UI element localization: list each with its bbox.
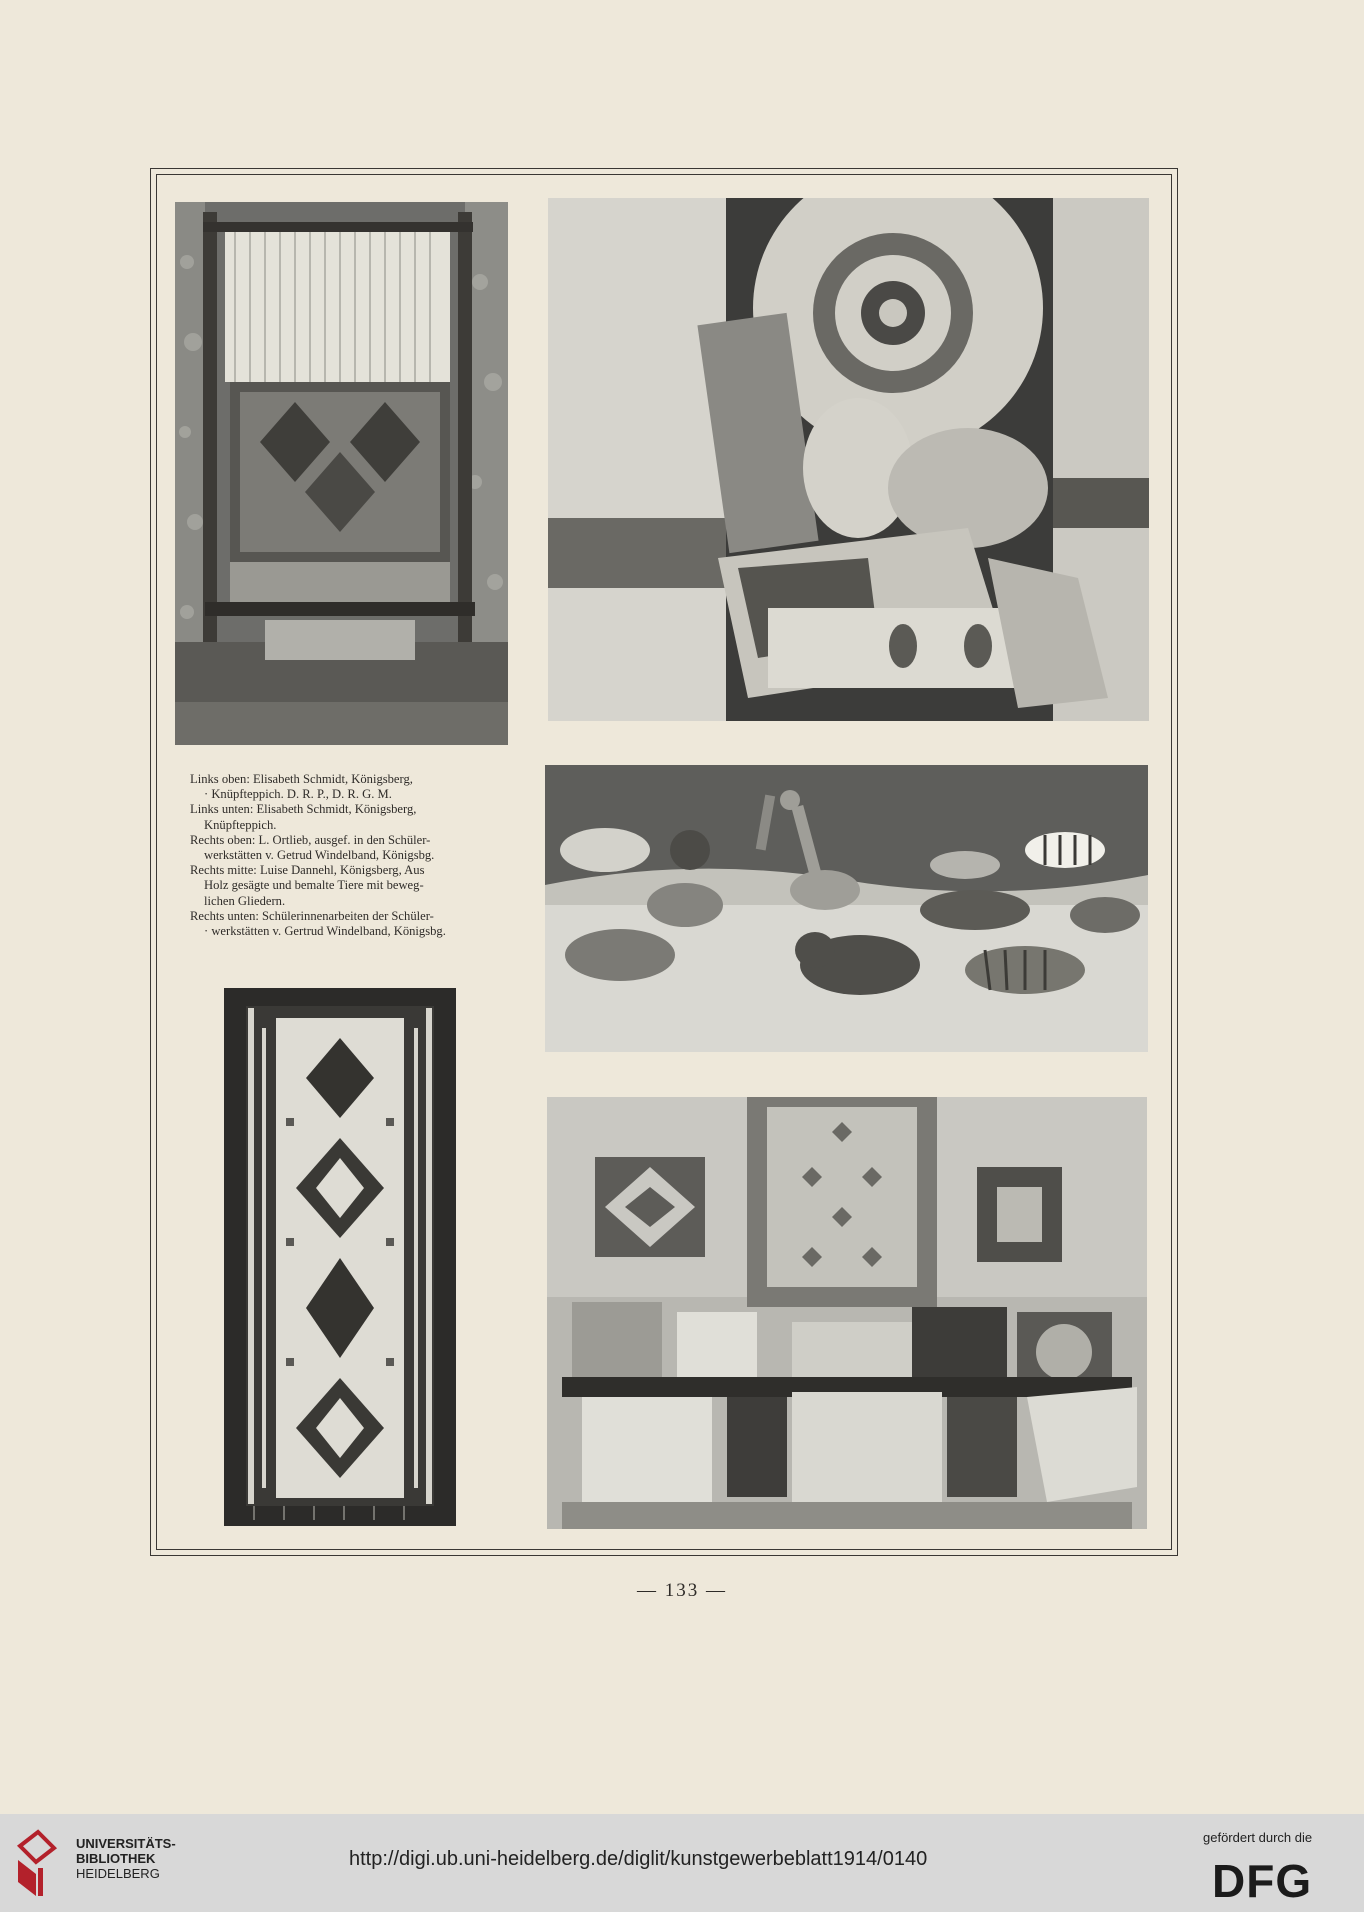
university-library-logo-icon[interactable] [14, 1828, 70, 1898]
caption-line: Rechts oben: L. Ortlieb, ausgef. in den Schüler- [190, 832, 431, 847]
caption-line: Rechts unten: Schülerinnenarbeiten der Schüler- [190, 908, 434, 923]
photo-knotted-rug [224, 988, 456, 1526]
dfg-logo[interactable]: DFG [1212, 1855, 1313, 1907]
photo-loom-knotted-carpet [175, 202, 508, 745]
university-library-name[interactable] [76, 1836, 176, 1881]
library-name-line: BIBLIOTHEK [76, 1851, 156, 1866]
page-number: — 133 — [637, 1580, 727, 1601]
caption-line: lichen Gliedern. [204, 893, 286, 908]
library-name-line: UNIVERSITÄTS- [76, 1836, 176, 1851]
photo-embroidered-textiles [548, 198, 1149, 721]
permalink-url[interactable]: http://digi.ub.uni-heidelberg.de/diglit/kunstgewerbeblatt1914/0140 [349, 1848, 928, 1870]
viewer-footer [0, 1814, 1364, 1912]
caption-line: Rechts mitte: Luise Dannehl, Königsberg, Aus [190, 863, 425, 878]
caption-line: werkstätten v. Getrud Windelband, Königsbg. [204, 848, 435, 863]
caption-line: · werkstätten v. Gertrud Windelband, Königsbg. [204, 924, 446, 939]
caption-line: Holz gesägte und bemalte Tiere mit beweg- [204, 878, 424, 893]
photo-captions [190, 772, 520, 939]
library-name-line: HEIDELBERG [76, 1866, 160, 1881]
photo-wooden-animals [545, 765, 1148, 1052]
caption-line: · Knüpfteppich. D. R. P., D. R. G. M. [204, 787, 392, 802]
caption-line: Knüpfteppich. [204, 817, 277, 832]
caption-line: Links oben: Elisabeth Schmidt, Königsberg, [190, 772, 413, 786]
funding-label: gefördert durch die [1203, 1830, 1313, 1845]
photo-student-works [547, 1097, 1147, 1529]
caption-line: Links unten: Elisabeth Schmidt, Königsberg, [190, 802, 417, 817]
